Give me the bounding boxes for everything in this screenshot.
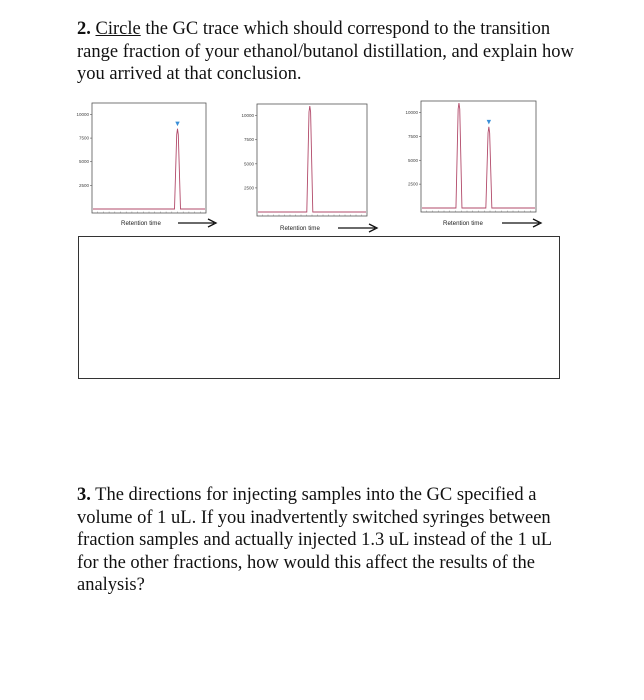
question-2-number: 2. (77, 19, 91, 39)
peak-marker-icon (175, 122, 179, 127)
circle-word: Circle (95, 19, 141, 39)
y-tick-label: 5000 (407, 157, 418, 163)
y-tick-label: 2500 (78, 182, 89, 188)
question-3-number: 3. (77, 485, 91, 505)
gc-trace-2[interactable] (225, 104, 385, 234)
y-tick-label: 7500 (78, 135, 89, 141)
y-ticks (405, 110, 530, 212)
y-tick-label: 10000 (76, 111, 89, 117)
trace-line (422, 103, 535, 208)
peaks (258, 106, 366, 212)
question-2 (77, 18, 577, 86)
trace-line (93, 129, 205, 209)
plot-frame (92, 103, 206, 213)
x-axis-label: Retention time (121, 220, 161, 227)
plot-frame (421, 101, 536, 212)
y-tick-label: 10000 (241, 113, 254, 119)
gc-trace-3[interactable] (391, 101, 551, 231)
peaks (422, 103, 535, 208)
y-tick-label: 5000 (78, 159, 89, 165)
y-tick-label: 7500 (407, 133, 418, 139)
gc-trace-1[interactable] (62, 103, 222, 233)
y-ticks (241, 113, 361, 216)
y-tick-label: 2500 (407, 181, 418, 187)
question-3 (77, 484, 577, 597)
peaks (93, 122, 205, 209)
answer-box[interactable] (78, 236, 560, 379)
trace-line (258, 106, 366, 212)
y-tick-label: 5000 (243, 161, 254, 167)
x-axis-label: Retention time (443, 220, 483, 227)
y-tick-label: 10000 (405, 110, 418, 116)
question-2-text: the GC trace which should correspond to the transition range fraction of your ethanol/butanol distillation, and explain how you arrived at that conclusion. (77, 19, 574, 84)
x-axis-label: Retention time (280, 225, 320, 232)
y-tick-label: 7500 (243, 137, 254, 143)
peak-marker-icon (487, 120, 491, 125)
question-3-text: The directions for injecting samples into the GC specified a volume of 1 uL. If you inadvertently switched syringes between fraction samples and actually injected 1.3 uL instead of the 1 uL for the other fractions, how would this affect the results of the analysis? (77, 485, 552, 595)
y-tick-label: 2500 (243, 185, 254, 191)
y-ticks (76, 112, 200, 213)
